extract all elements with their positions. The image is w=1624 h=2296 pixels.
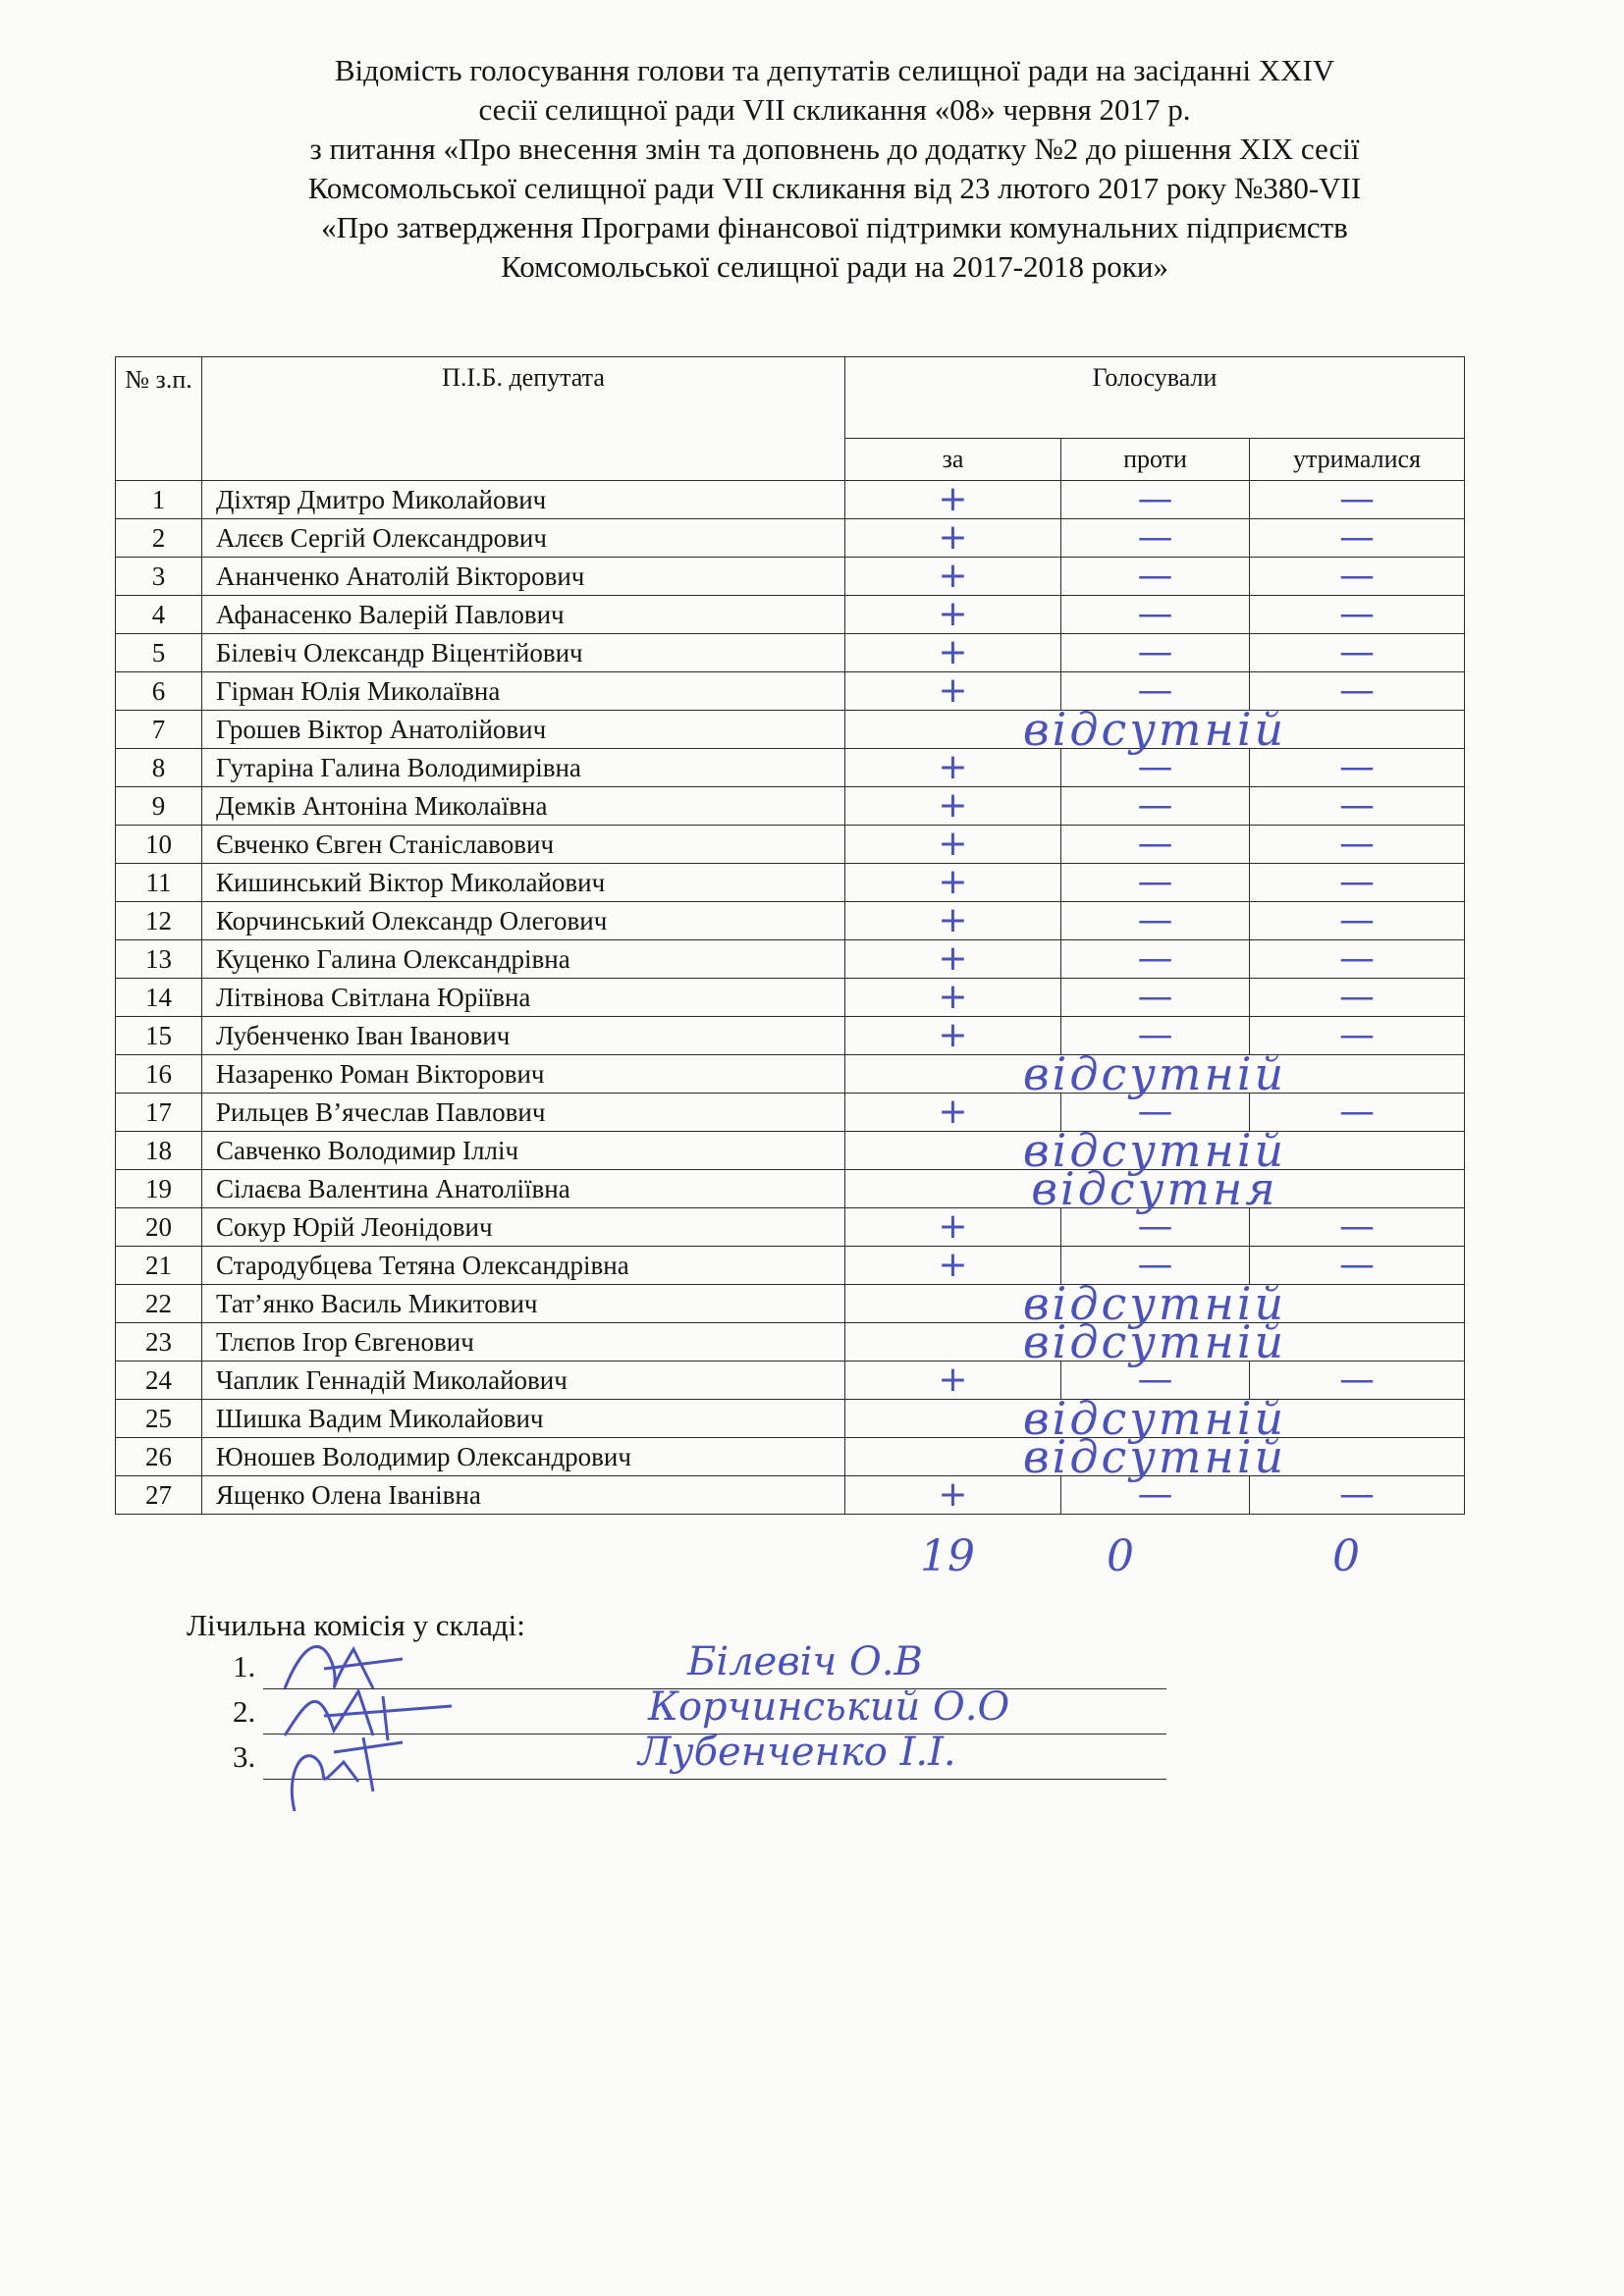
absent-mark: відсутній bbox=[845, 1132, 1465, 1170]
vote-abstain-mark: — bbox=[1250, 1362, 1465, 1400]
commission-label: Лічильна комісія у складі: bbox=[187, 1608, 525, 1642]
member-index: 3. bbox=[233, 1739, 256, 1774]
deputy-name: Білевіч Олександр Віцентійович bbox=[202, 634, 845, 672]
vote-for-mark: + bbox=[845, 864, 1061, 902]
absent-mark: відсутній bbox=[845, 1055, 1465, 1094]
vote-abstain-mark: — bbox=[1250, 634, 1465, 672]
absent-mark: відсутня bbox=[845, 1170, 1465, 1208]
voting-table bbox=[115, 356, 1465, 1515]
member-index: 2. bbox=[233, 1694, 256, 1729]
member-name: Лубенченко І.І. bbox=[638, 1730, 956, 1775]
row-number: 7 bbox=[116, 711, 202, 749]
title-line: сесії селищної ради VII скликання «08» червня 2017 р. bbox=[478, 92, 1191, 127]
row-number: 23 bbox=[116, 1323, 202, 1362]
deputy-name: Рильцев В’ячеслав Павлович bbox=[202, 1094, 845, 1132]
deputy-name: Євченко Євген Станіславович bbox=[202, 826, 845, 864]
vote-against-mark: — bbox=[1061, 672, 1250, 711]
deputy-name: Куценко Галина Олександрівна bbox=[202, 940, 845, 979]
table-row bbox=[116, 864, 1465, 902]
vote-abstain-mark: — bbox=[1250, 1208, 1465, 1247]
vote-against-mark: — bbox=[1061, 1094, 1250, 1132]
row-number: 1 bbox=[116, 481, 202, 519]
row-number: 3 bbox=[116, 558, 202, 596]
deputy-name: Сілаєва Валентина Анатоліївна bbox=[202, 1170, 845, 1208]
deputy-name: Назаренко Роман Вікторович bbox=[202, 1055, 845, 1094]
row-number: 22 bbox=[116, 1285, 202, 1323]
row-number: 21 bbox=[116, 1247, 202, 1285]
table-row bbox=[116, 481, 1465, 519]
vote-abstain-mark: — bbox=[1250, 1247, 1465, 1285]
vote-abstain-mark: — bbox=[1250, 672, 1465, 711]
member-index: 1. bbox=[233, 1649, 256, 1683]
vote-for-mark: + bbox=[845, 1247, 1061, 1285]
row-number: 25 bbox=[116, 1400, 202, 1438]
vote-for-mark: + bbox=[845, 1362, 1061, 1400]
deputy-name: Діхтяр Дмитро Миколайович bbox=[202, 481, 845, 519]
vote-abstain-mark: — bbox=[1250, 826, 1465, 864]
row-number: 10 bbox=[116, 826, 202, 864]
title-line: Комсомольської селищної ради VII скликання від 23 лютого 2017 року №380-VII bbox=[307, 171, 1362, 205]
vote-abstain-mark: — bbox=[1250, 902, 1465, 940]
table-row bbox=[116, 749, 1465, 787]
vote-against-mark: — bbox=[1061, 1247, 1250, 1285]
table-row bbox=[116, 1094, 1465, 1132]
row-number: 8 bbox=[116, 749, 202, 787]
vote-abstain-mark: — bbox=[1250, 1017, 1465, 1055]
vote-against-mark: — bbox=[1061, 1362, 1250, 1400]
vote-for-mark: + bbox=[845, 672, 1061, 711]
vote-abstain-mark: — bbox=[1250, 749, 1465, 787]
total-for: 19 bbox=[920, 1531, 975, 1581]
deputy-name: Гутаріна Галина Володимирівна bbox=[202, 749, 845, 787]
title-line: з питання «Про внесення змін та доповнень до додатку №2 до рішення XIX сесії bbox=[309, 132, 1360, 166]
header-voted: Голосували bbox=[845, 357, 1465, 439]
absent-mark: відсутній bbox=[845, 1438, 1465, 1476]
deputy-name: Афанасенко Валерій Павлович bbox=[202, 596, 845, 634]
header-against: проти bbox=[1061, 439, 1250, 481]
row-number: 6 bbox=[116, 672, 202, 711]
table-row bbox=[116, 1247, 1465, 1285]
vote-against-mark: — bbox=[1061, 749, 1250, 787]
vote-abstain-mark: — bbox=[1250, 1094, 1465, 1132]
vote-for-mark: + bbox=[845, 596, 1061, 634]
absent-mark: відсутній bbox=[845, 711, 1465, 749]
table-row bbox=[116, 1438, 1465, 1476]
vote-for-mark: + bbox=[845, 979, 1061, 1017]
table-row bbox=[116, 826, 1465, 864]
row-number: 2 bbox=[116, 519, 202, 558]
total-abstained: 0 bbox=[1332, 1531, 1360, 1581]
vote-against-mark: — bbox=[1061, 1017, 1250, 1055]
vote-abstain-mark: — bbox=[1250, 481, 1465, 519]
vote-against-mark: — bbox=[1061, 519, 1250, 558]
table-row bbox=[116, 1055, 1465, 1094]
vote-for-mark: + bbox=[845, 1208, 1061, 1247]
header-abstained: утрималися bbox=[1250, 439, 1465, 481]
vote-against-mark: — bbox=[1061, 787, 1250, 826]
header-for: за bbox=[845, 439, 1061, 481]
title-line: «Про затвердження Програми фінансової підтримки комунальних підприємств bbox=[321, 210, 1348, 244]
vote-for-mark: + bbox=[845, 519, 1061, 558]
vote-rows bbox=[116, 481, 1465, 1515]
vote-against-mark: — bbox=[1061, 826, 1250, 864]
row-number: 5 bbox=[116, 634, 202, 672]
deputy-name: Ященко Олена Іванівна bbox=[202, 1476, 845, 1515]
deputy-name: Лубенченко Іван Іванович bbox=[202, 1017, 845, 1055]
deputy-name: Грошев Віктор Анатолійович bbox=[202, 711, 845, 749]
vote-abstain-mark: — bbox=[1250, 940, 1465, 979]
vote-against-mark: — bbox=[1061, 864, 1250, 902]
vote-abstain-mark: — bbox=[1250, 558, 1465, 596]
vote-for-mark: + bbox=[845, 902, 1061, 940]
title-line: Відомість голосування голови та депутатів селищної ради на засіданні XXIV bbox=[334, 53, 1335, 87]
vote-against-mark: — bbox=[1061, 979, 1250, 1017]
vote-for-mark: + bbox=[845, 826, 1061, 864]
table-row bbox=[116, 596, 1465, 634]
vote-against-mark: — bbox=[1061, 1476, 1250, 1515]
table-row bbox=[116, 558, 1465, 596]
absent-mark: відсутній bbox=[845, 1323, 1465, 1362]
signature-scrawl bbox=[265, 1723, 412, 1831]
table-row bbox=[116, 979, 1465, 1017]
vote-against-mark: — bbox=[1061, 558, 1250, 596]
vote-for-mark: + bbox=[845, 787, 1061, 826]
deputy-name: Сокур Юрій Леонідович bbox=[202, 1208, 845, 1247]
deputy-name: Тлєпов Ігор Євгенович bbox=[202, 1323, 845, 1362]
table-row bbox=[116, 1208, 1465, 1247]
vote-for-mark: + bbox=[845, 558, 1061, 596]
row-number: 14 bbox=[116, 979, 202, 1017]
absent-mark: відсутній bbox=[845, 1400, 1465, 1438]
vote-against-mark: — bbox=[1061, 1208, 1250, 1247]
deputy-name: Гірман Юлія Миколаївна bbox=[202, 672, 845, 711]
vote-abstain-mark: — bbox=[1250, 979, 1465, 1017]
deputy-name: Кишинський Віктор Миколайович bbox=[202, 864, 845, 902]
deputy-name: Алєєв Сергій Олександрович bbox=[202, 519, 845, 558]
row-number: 16 bbox=[116, 1055, 202, 1094]
deputy-name: Юношев Володимир Олександрович bbox=[202, 1438, 845, 1476]
row-number: 13 bbox=[116, 940, 202, 979]
row-number: 26 bbox=[116, 1438, 202, 1476]
table-row bbox=[116, 1362, 1465, 1400]
deputy-name: Демків Антоніна Миколаївна bbox=[202, 787, 845, 826]
row-number: 24 bbox=[116, 1362, 202, 1400]
vote-abstain-mark: — bbox=[1250, 1476, 1465, 1515]
deputy-name: Тат’янко Василь Микитович bbox=[202, 1285, 845, 1323]
table-row bbox=[116, 634, 1465, 672]
table-row bbox=[116, 902, 1465, 940]
member-name: Білевіч О.В bbox=[687, 1639, 923, 1684]
deputy-name: Шишка Вадим Миколайович bbox=[202, 1400, 845, 1438]
total-against: 0 bbox=[1107, 1531, 1134, 1581]
vote-totals bbox=[115, 1531, 1464, 1590]
header-deputy-name: П.І.Б. депутата bbox=[202, 357, 845, 481]
vote-for-mark: + bbox=[845, 940, 1061, 979]
vote-for-mark: + bbox=[845, 481, 1061, 519]
row-number: 15 bbox=[116, 1017, 202, 1055]
vote-against-mark: — bbox=[1061, 902, 1250, 940]
document-title bbox=[147, 51, 1522, 287]
table-row bbox=[116, 1323, 1465, 1362]
table-row bbox=[116, 519, 1465, 558]
vote-for-mark: + bbox=[845, 634, 1061, 672]
title-line: Комсомольської селищної ради на 2017-2018 роки» bbox=[501, 249, 1168, 284]
vote-against-mark: — bbox=[1061, 481, 1250, 519]
deputy-name: Корчинський Олександр Олегович bbox=[202, 902, 845, 940]
row-number: 17 bbox=[116, 1094, 202, 1132]
vote-for-mark: + bbox=[845, 1094, 1061, 1132]
row-number: 27 bbox=[116, 1476, 202, 1515]
member-name: Корчинський О.О bbox=[648, 1684, 1010, 1730]
vote-abstain-mark: — bbox=[1250, 596, 1465, 634]
row-number: 9 bbox=[116, 787, 202, 826]
vote-for-mark: + bbox=[845, 749, 1061, 787]
table-row bbox=[116, 711, 1465, 749]
vote-abstain-mark: — bbox=[1250, 864, 1465, 902]
table-row bbox=[116, 940, 1465, 979]
table-row bbox=[116, 1170, 1465, 1208]
row-number: 18 bbox=[116, 1132, 202, 1170]
vote-against-mark: — bbox=[1061, 940, 1250, 979]
deputy-name: Літвінова Світлана Юріївна bbox=[202, 979, 845, 1017]
absent-mark: відсутній bbox=[845, 1285, 1465, 1323]
row-number: 20 bbox=[116, 1208, 202, 1247]
vote-against-mark: — bbox=[1061, 634, 1250, 672]
header-number: № з.п. bbox=[116, 357, 202, 481]
table-row bbox=[116, 672, 1465, 711]
table-row bbox=[116, 1017, 1465, 1055]
vote-for-mark: + bbox=[845, 1476, 1061, 1515]
vote-against-mark: — bbox=[1061, 596, 1250, 634]
table-row bbox=[116, 787, 1465, 826]
deputy-name: Стародубцева Тетяна Олександрівна bbox=[202, 1247, 845, 1285]
vote-for-mark: + bbox=[845, 1017, 1061, 1055]
vote-abstain-mark: — bbox=[1250, 519, 1465, 558]
deputy-name: Савченко Володимир Ілліч bbox=[202, 1132, 845, 1170]
vote-abstain-mark: — bbox=[1250, 787, 1465, 826]
deputy-name: Ананченко Анатолій Вікторович bbox=[202, 558, 845, 596]
row-number: 11 bbox=[116, 864, 202, 902]
row-number: 12 bbox=[116, 902, 202, 940]
table-row bbox=[116, 1476, 1465, 1515]
row-number: 4 bbox=[116, 596, 202, 634]
row-number: 19 bbox=[116, 1170, 202, 1208]
deputy-name: Чаплик Геннадій Миколайович bbox=[202, 1362, 845, 1400]
